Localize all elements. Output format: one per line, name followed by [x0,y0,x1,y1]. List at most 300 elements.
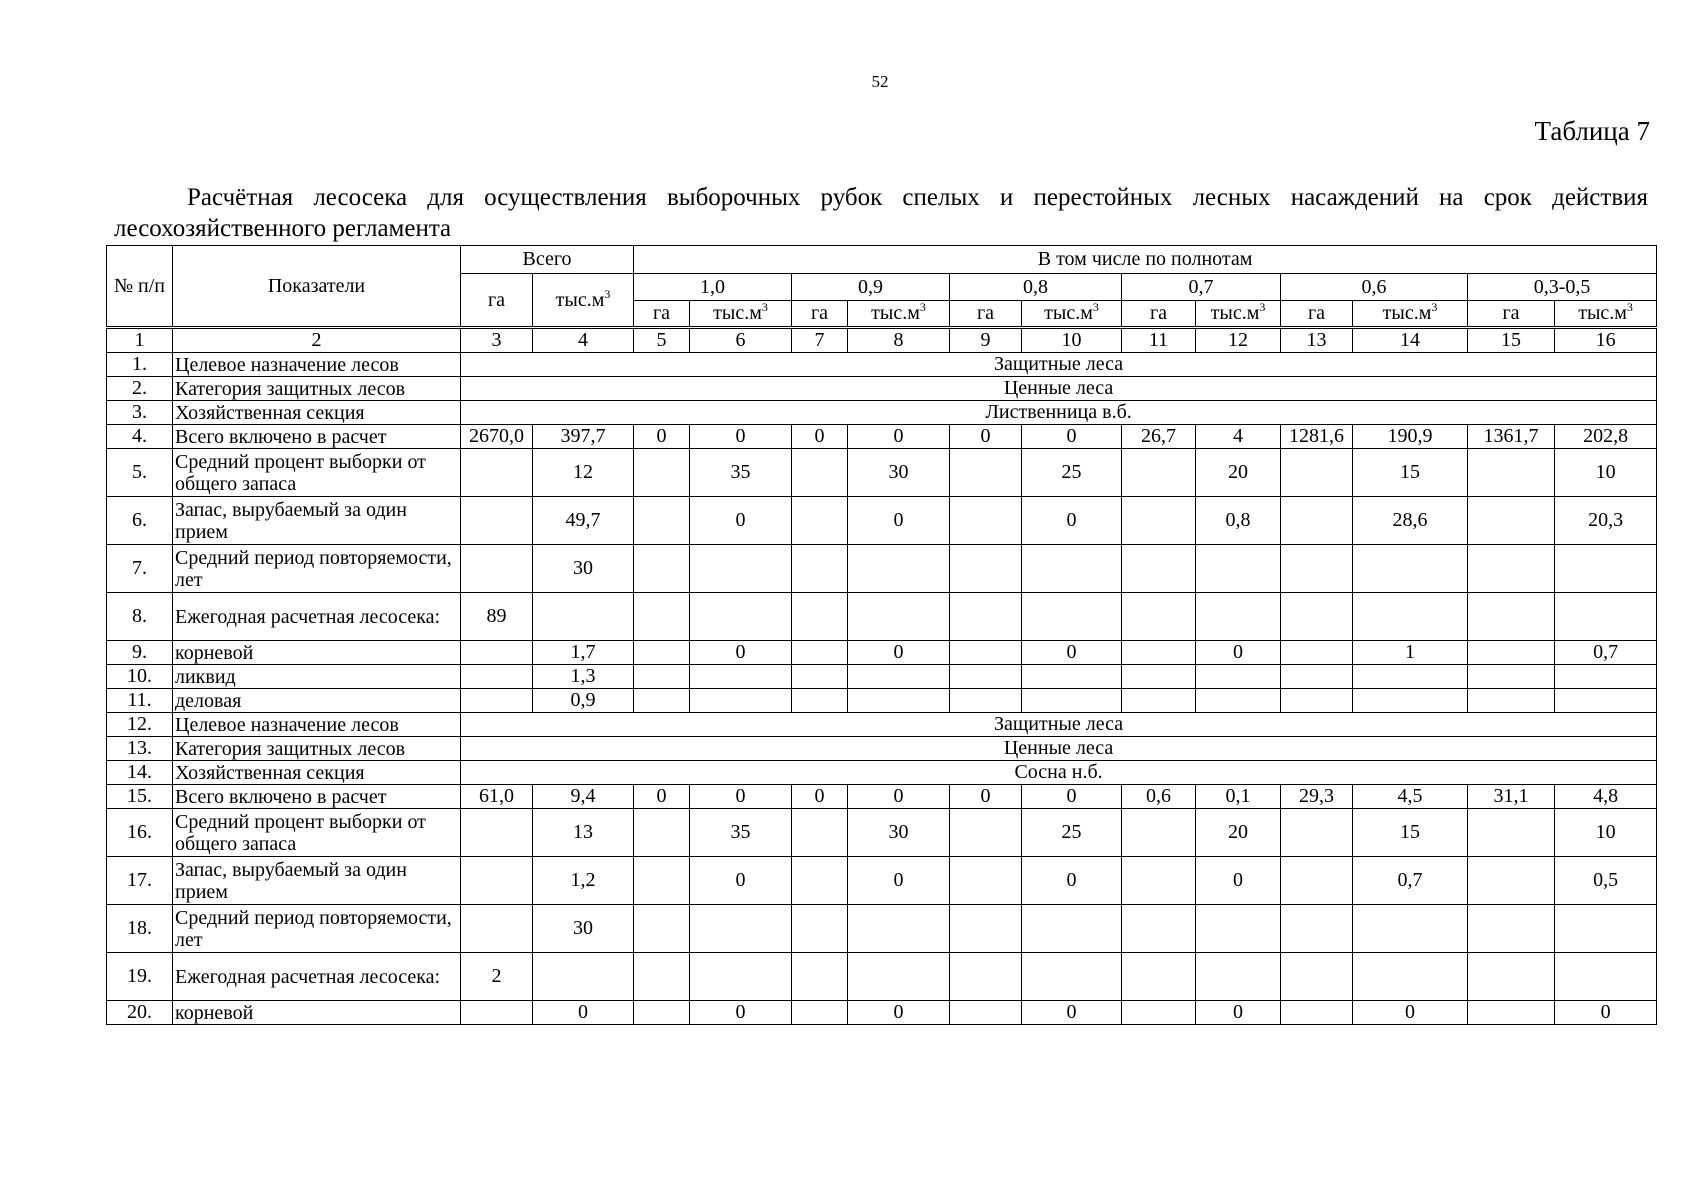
header-num: № п/п [107,246,173,328]
table-row [107,641,1657,665]
table-cell [461,497,533,545]
table-cell: 4 [1196,425,1281,449]
table-row [107,401,1657,425]
row-merged-value: Защитные леса [461,353,1657,377]
row-indicator: Ежегодная расчетная лесосека: [173,953,461,1001]
table-cell [634,953,690,1001]
table-row [107,905,1657,953]
table-cell: 0 [1022,497,1122,545]
table-cell [690,593,792,641]
header-unit-thous: $тыс.м^3$ [1555,301,1657,328]
table-cell [792,665,848,689]
table-cell: 0 [690,785,792,809]
header-indicators: Показатели [173,246,461,328]
table-cell [1468,545,1555,593]
table-cell [1122,449,1196,497]
header-density: 0,8 [950,274,1122,301]
header-by-density: В том числе по полнотам [634,246,1657,274]
table-cell: 0 [1196,857,1281,905]
table-cell: 0 [792,785,848,809]
table-cell [690,545,792,593]
table-cell [1281,497,1353,545]
table-cell [461,857,533,905]
row-number: 17. [107,857,173,905]
row-number: 7. [107,545,173,593]
table-cell [1022,689,1122,713]
table-cell [690,689,792,713]
table-cell [1281,665,1353,689]
row-merged-value: Сосна н.б. [461,761,1657,785]
header-unit-thous: $тыс.м^3$ [1022,301,1122,328]
table-cell [848,953,950,1001]
table-cell: 0 [848,425,950,449]
table-cell: 4,5 [1353,785,1468,809]
table-cell [1468,593,1555,641]
table-cell [1353,689,1468,713]
row-merged-value: Защитные леса [461,713,1657,737]
table-cell [634,449,690,497]
row-number: 20. [107,1001,173,1025]
column-number: 3 [461,328,533,353]
column-number: 2 [173,328,461,353]
row-number: 13. [107,737,173,761]
header-density: 0,6 [1281,274,1468,301]
header-density: 0,3-0,5 [1468,274,1657,301]
table-cell [533,953,634,1001]
table-cell: 0 [690,425,792,449]
table-cell [950,641,1022,665]
table-cell [950,953,1022,1001]
table-cell [1122,905,1196,953]
table-cell [792,953,848,1001]
table-cell [1122,665,1196,689]
table-cell [690,953,792,1001]
table-cell [1022,665,1122,689]
row-indicator: Средний период повторяемости, лет [173,545,461,593]
allowable-cut-table [106,245,1657,1025]
table-row [107,425,1657,449]
table-cell [1281,449,1353,497]
table-cell: 10 [1555,449,1657,497]
table-cell [461,809,533,857]
table-cell [792,593,848,641]
table-cell [1353,953,1468,1001]
table-cell: 0 [690,1001,792,1025]
table-cell [792,689,848,713]
column-number: 6 [690,328,792,353]
table-cell [1281,905,1353,953]
header-total-thous: $тыс.м^3$ [533,274,634,328]
table-cell: 15 [1353,449,1468,497]
table-cell [1022,545,1122,593]
row-number: 10. [107,665,173,689]
table-row [107,353,1657,377]
row-indicator: Целевое назначение лесов [173,713,461,737]
table-cell: 9,4 [533,785,634,809]
row-indicator: Средний процент выборки от общего запаса [173,449,461,497]
table-cell: 0 [1022,785,1122,809]
table-cell [1468,497,1555,545]
header-unit-ha: га [634,301,690,328]
table-body [107,328,1657,1025]
header-density: 0,7 [1122,274,1281,301]
table-cell [1353,665,1468,689]
table-cell: 0 [533,1001,634,1025]
column-number: 15 [1468,328,1555,353]
table-cell [792,809,848,857]
table-cell [950,857,1022,905]
table-cell: 1281,6 [1281,425,1353,449]
row-number: 5. [107,449,173,497]
table-cell [461,905,533,953]
column-number: 4 [533,328,634,353]
table-cell: 35 [690,449,792,497]
row-number: 12. [107,713,173,737]
table-cell [1468,689,1555,713]
table-cell [1281,809,1353,857]
column-number: 11 [1122,328,1196,353]
table-cell [848,545,950,593]
table-cell: 0 [1022,641,1122,665]
header-total-ha: га [461,274,533,328]
table-row [107,377,1657,401]
table-cell: 0 [1022,1001,1122,1025]
table-row [107,953,1657,1001]
table-cell: 29,3 [1281,785,1353,809]
table-cell: 30 [848,449,950,497]
table-cell: 0 [848,497,950,545]
table-cell: 0 [1022,857,1122,905]
row-number: 15. [107,785,173,809]
table-row [107,1001,1657,1025]
table-cell [1555,593,1657,641]
table-cell: 0 [1196,641,1281,665]
table-cell: 30 [848,809,950,857]
table-cell: 0 [848,857,950,905]
row-number: 6. [107,497,173,545]
row-number: 4. [107,425,173,449]
header-unit-thous: $тыс.м^3$ [690,301,792,328]
table-cell [1196,593,1281,641]
table-cell: 0 [690,857,792,905]
table-cell [1022,593,1122,641]
table-cell [950,593,1022,641]
table-cell [1555,953,1657,1001]
row-indicator: Всего включено в расчет [173,785,461,809]
table-row [107,593,1657,641]
table-cell [950,497,1022,545]
table-cell [634,665,690,689]
row-indicator: деловая [173,689,461,713]
table-cell [1122,689,1196,713]
table-cell: 0 [950,425,1022,449]
row-merged-value: Лиственница в.б. [461,401,1657,425]
column-number: 1 [107,328,173,353]
row-indicator: Всего включено в расчет [173,425,461,449]
table-cell: 20 [1196,449,1281,497]
table-cell [848,905,950,953]
table-cell: 0 [634,425,690,449]
table-cell [1122,857,1196,905]
table-cell [1281,857,1353,905]
table-cell [1122,545,1196,593]
table-cell [792,545,848,593]
table-cell: 0 [1353,1001,1468,1025]
table-cell [950,665,1022,689]
table-cell [1468,857,1555,905]
header-unit-thous: $тыс.м^3$ [848,301,950,328]
table-cell [1468,905,1555,953]
table-cell [950,449,1022,497]
table-cell [1022,953,1122,1001]
table-cell [1122,593,1196,641]
column-number: 7 [792,328,848,353]
table-cell [461,545,533,593]
table-cell: 12 [533,449,634,497]
table-cell [1196,665,1281,689]
table-cell: 0 [848,1001,950,1025]
table-cell [1555,665,1657,689]
table-cell [848,593,950,641]
table-cell [1555,689,1657,713]
column-number: 10 [1022,328,1122,353]
table-cell: 10 [1555,809,1657,857]
page-number: 52 [871,72,889,91]
row-number: 3. [107,401,173,425]
table-cell [1555,905,1657,953]
table-cell: 0 [950,785,1022,809]
row-number: 14. [107,761,173,785]
table-cell [1122,497,1196,545]
table-cell: 397,7 [533,425,634,449]
row-indicator: ликвид [173,665,461,689]
table-cell [792,449,848,497]
table-cell [1196,953,1281,1001]
table-cell [461,449,533,497]
table-row [107,809,1657,857]
table-cell: 0,9 [533,689,634,713]
column-number: 14 [1353,328,1468,353]
table-row [107,785,1657,809]
table-cell [792,497,848,545]
table-cell [1468,665,1555,689]
table-cell [1281,593,1353,641]
table-cell: 25 [1022,449,1122,497]
table-row [107,545,1657,593]
table-cell [1468,449,1555,497]
table-cell [1468,1001,1555,1025]
table-cell: 0,8 [1196,497,1281,545]
table-cell: 2670,0 [461,425,533,449]
table-cell: 1361,7 [1468,425,1555,449]
table-cell: 0 [792,425,848,449]
table-label: Таблица 7 [1534,116,1650,146]
column-number: 8 [848,328,950,353]
header-unit-thous: $тыс.м^3$ [1196,301,1281,328]
table-cell: 30 [533,545,634,593]
row-number: 19. [107,953,173,1001]
table-row [107,497,1657,545]
table-cell: 0 [1196,1001,1281,1025]
column-number: 9 [950,328,1022,353]
table-cell: 190,9 [1353,425,1468,449]
table-caption: Расчётная лесосека для осуществления выборочных рубок спелых и перестойных лесных насаждений на срок действия лесохозяйственного регламента [114,184,1648,242]
row-number: 18. [107,905,173,953]
table-cell [950,545,1022,593]
table-cell [950,809,1022,857]
table-cell: 1,7 [533,641,634,665]
row-number: 8. [107,593,173,641]
row-number: 9. [107,641,173,665]
table-row [107,857,1657,905]
header-unit-thous: $тыс.м^3$ [1353,301,1468,328]
table-cell [1281,545,1353,593]
table-row [107,665,1657,689]
row-indicator: Хозяйственная секция [173,761,461,785]
table-cell: 89 [461,593,533,641]
table-cell [1022,905,1122,953]
row-indicator: корневой [173,641,461,665]
table-cell: 0 [1555,1001,1657,1025]
table-cell [690,905,792,953]
table-cell: 0 [848,641,950,665]
header-density: 1,0 [634,274,792,301]
table-cell: 31,1 [1468,785,1555,809]
table-cell [1353,545,1468,593]
row-merged-value: Ценные леса [461,377,1657,401]
table-cell: 30 [533,905,634,953]
column-number: 5 [634,328,690,353]
column-number: 13 [1281,328,1353,353]
row-indicator: Категория защитных лесов [173,377,461,401]
table-cell [848,665,950,689]
table-cell [461,641,533,665]
table-cell [1196,545,1281,593]
table-row [107,713,1657,737]
table-cell [950,1001,1022,1025]
table-cell [1281,953,1353,1001]
table-cell [1122,641,1196,665]
table-cell [950,689,1022,713]
table-cell [1353,593,1468,641]
header-unit-ha: га [792,301,848,328]
row-indicator: Средний процент выборки от общего запаса [173,809,461,857]
table-cell [950,905,1022,953]
table-cell: 0,6 [1122,785,1196,809]
table-cell [1122,1001,1196,1025]
table-cell [1468,641,1555,665]
table-cell [792,641,848,665]
table-cell [1281,641,1353,665]
table-cell [792,1001,848,1025]
row-number: 2. [107,377,173,401]
table-cell [533,593,634,641]
table-cell: 20,3 [1555,497,1657,545]
table-cell: 0 [690,641,792,665]
row-number: 16. [107,809,173,857]
row-indicator: корневой [173,1001,461,1025]
table-cell [634,497,690,545]
table-cell: 202,8 [1555,425,1657,449]
table-cell [792,905,848,953]
table-cell: 0 [690,497,792,545]
row-indicator: Категория защитных лесов [173,737,461,761]
table-cell [461,665,533,689]
table-cell [690,665,792,689]
table-cell: 20 [1196,809,1281,857]
table-cell: 0,7 [1353,857,1468,905]
table-cell [1468,809,1555,857]
row-indicator: Запас, вырубаемый за один прием [173,857,461,905]
table-cell: 4,8 [1555,785,1657,809]
row-indicator: Ежегодная расчетная лесосека: [173,593,461,641]
table-cell [1196,905,1281,953]
table-cell: 26,7 [1122,425,1196,449]
table-row [107,761,1657,785]
table-cell [1122,953,1196,1001]
table-row [107,449,1657,497]
table-cell [634,545,690,593]
table-cell: 25 [1022,809,1122,857]
header-unit-ha: га [1468,301,1555,328]
table-cell: 0,5 [1555,857,1657,905]
table-row [107,737,1657,761]
header-total: Всего [461,246,634,274]
table-cell: 35 [690,809,792,857]
table-cell [1281,689,1353,713]
table-cell: 13 [533,809,634,857]
table-cell [634,1001,690,1025]
table-cell [634,689,690,713]
row-indicator: Целевое назначение лесов [173,353,461,377]
table-cell [634,593,690,641]
table-cell [1196,689,1281,713]
column-number-row [107,328,1657,353]
table-cell: 2 [461,953,533,1001]
row-indicator: Средний период повторяемости, лет [173,905,461,953]
column-number: 16 [1555,328,1657,353]
table-cell: 0 [634,785,690,809]
table-cell [634,809,690,857]
column-number: 12 [1196,328,1281,353]
row-number: 11. [107,689,173,713]
table-cell: 0,7 [1555,641,1657,665]
table-cell: 49,7 [533,497,634,545]
row-merged-value: Ценные леса [461,737,1657,761]
table-cell: 1 [1353,641,1468,665]
header-unit-ha: га [1122,301,1196,328]
header-unit-ha: га [950,301,1022,328]
table-cell: 15 [1353,809,1468,857]
table-cell: 0,1 [1196,785,1281,809]
table-row [107,689,1657,713]
table-cell: 61,0 [461,785,533,809]
row-indicator: Запас, вырубаемый за один прием [173,497,461,545]
table-header [107,246,1657,328]
row-number: 1. [107,353,173,377]
table-cell: 0 [848,785,950,809]
table-cell [1281,1001,1353,1025]
table-cell: 0 [1022,425,1122,449]
table-cell [461,689,533,713]
table-cell [634,905,690,953]
table-cell: 1,2 [533,857,634,905]
table-cell: 28,6 [1353,497,1468,545]
row-indicator: Хозяйственная секция [173,401,461,425]
table-cell [634,857,690,905]
header-density: 0,9 [792,274,950,301]
table-cell [461,1001,533,1025]
